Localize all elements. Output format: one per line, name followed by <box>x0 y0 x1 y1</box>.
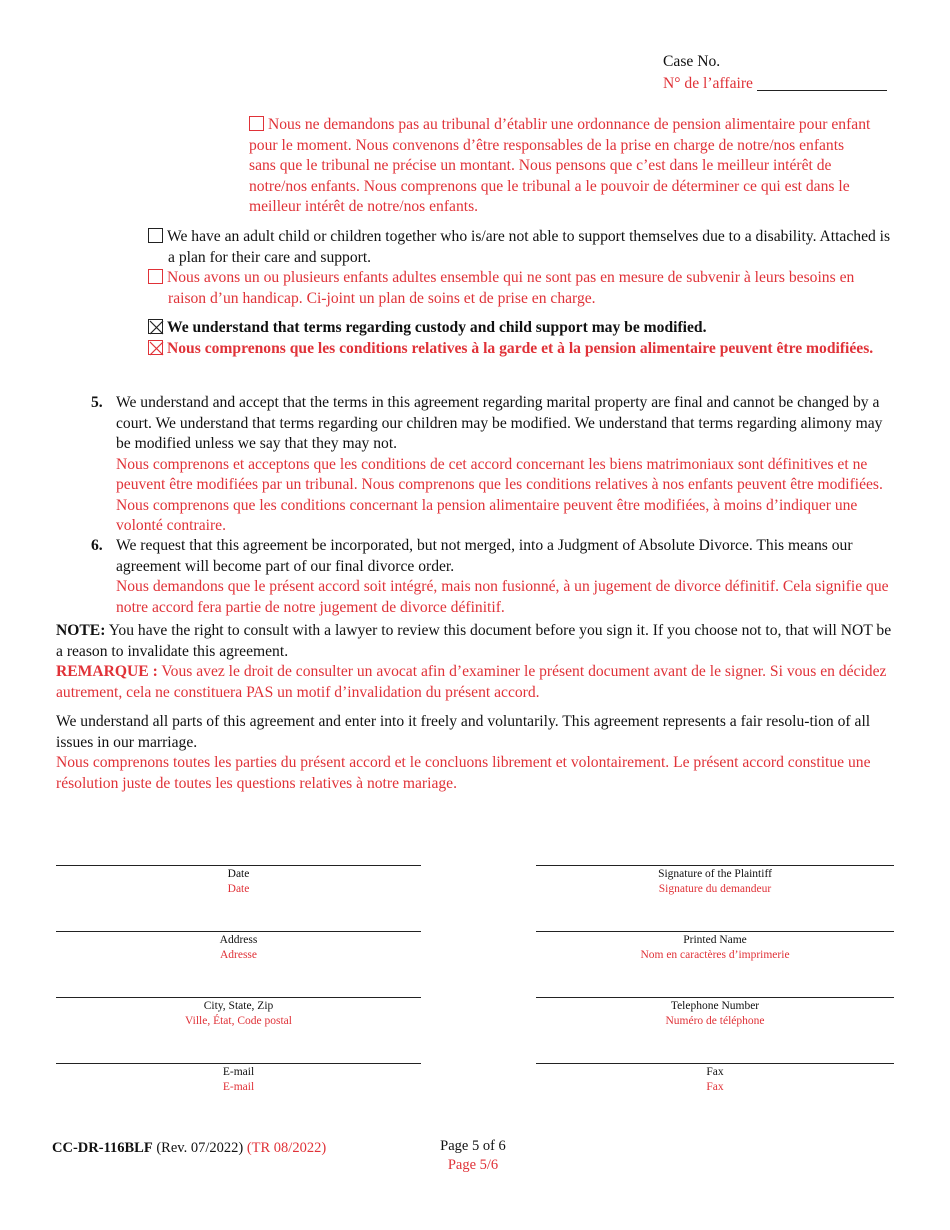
city-state-zip-line[interactable] <box>56 997 421 998</box>
case-number-label: Case No. <box>663 53 721 70</box>
item-6-fr: Nous demandons que le présent accord soit intégré, mais non fusionné, à un jugement de divorce définitif. Cela signifie que notre accord fera partie de notre jugement de divorce définitif. <box>116 578 889 616</box>
understand-all <box>56 712 894 794</box>
email-line[interactable] <box>56 1063 421 1064</box>
understand-all-fr: Nous comprenons toutes les parties du présent accord et le concluons librement et volontairement. Le présent accord constitue une résolution juste de toutes les questions relatives à notre mariage. <box>56 754 871 792</box>
plaintiff-signature-line[interactable] <box>536 865 894 866</box>
city-state-zip-label-fr: Ville, État, Code postal <box>185 1015 292 1027</box>
note-label: NOTE: <box>56 622 106 639</box>
form-id-code: CC-DR-116BLF <box>52 1140 153 1156</box>
note-en-text: You have the right to consult with a lawyer to review this document before you sign it. If you choose not to, that will NOT be a reason to invalidate this agreement. <box>56 622 892 660</box>
date-label <box>56 867 421 897</box>
telephone-label <box>536 999 894 1029</box>
understand-all-en: We understand all parts of this agreement and enter into it freely and voluntarily. This agreement represents a fair resolu-tion of all issues in our marriage. <box>56 713 871 751</box>
plaintiff-signature-label <box>536 867 894 897</box>
case-number-label-fr <box>663 74 887 95</box>
adult-child-checkbox[interactable] <box>148 228 163 243</box>
item-6-number: 6. <box>91 537 103 554</box>
telephone-label-en: Telephone Number <box>670 1000 760 1012</box>
note-fr-text: Vous avez le droit de consulter un avocat afin d’examiner le présent document avant de le signer. Si vous en décidez autrement, cela ne constituera PAS un motif d’invalidation du présent accord. <box>56 663 887 701</box>
printed-name-label-fr: Nom en caractères d’imprimerie <box>640 949 790 961</box>
item-6 <box>116 536 893 618</box>
option-modify-fr-text: Nous comprenons que les conditions relatives à la garde et à la pension alimentaire peuvent être modifiées. <box>167 339 874 357</box>
modify-checkbox[interactable] <box>148 319 163 334</box>
plaintiff-signature-label-fr: Signature du demandeur <box>658 883 772 895</box>
option-no-support-fr-text: Nous ne demandons pas au tribunal d’établir une ordonnance de pension alimentaire pour enfant pour le moment. Nous convenons d’être responsables de la prise en charge de notre/nos enfants sans que le tribunal ne précise un montant. Nous pensons que c’est dans le meilleur intérêt de notre/nos enfants. Nous comprenons que le tribunal a le pouvoir de déterminer ce qui est dans le meilleur intérêt de notre/nos enfants. <box>249 116 871 215</box>
date-label-en: Date <box>227 868 250 880</box>
city-state-zip-label-en: City, State, Zip <box>203 1000 274 1012</box>
page-number <box>400 1137 546 1174</box>
note <box>56 621 894 703</box>
printed-name-line[interactable] <box>536 931 894 932</box>
note-en <box>56 621 894 662</box>
form-id <box>52 1139 326 1157</box>
email-label <box>56 1065 421 1095</box>
email-label-en: E-mail <box>222 1066 255 1078</box>
form-translation-date: (TR 08/2022) <box>243 1140 327 1156</box>
plaintiff-signature-label-en: Signature of the Plaintiff <box>658 868 772 880</box>
check-x-icon <box>149 320 164 335</box>
fax-label <box>536 1065 894 1095</box>
note-label-fr: REMARQUE : <box>56 663 158 680</box>
option-modify-en-text: We understand that terms regarding custody and child support may be modified. <box>167 319 707 336</box>
telephone-line[interactable] <box>536 997 894 998</box>
option-modify <box>148 318 893 359</box>
option-modify-fr <box>148 339 893 360</box>
note-fr <box>56 662 894 703</box>
address-label-en: Address <box>219 934 258 946</box>
option-adult-child-fr <box>148 268 893 309</box>
item-5-number: 5. <box>91 394 103 411</box>
item-5 <box>116 393 893 537</box>
option-adult-child-en-text: We have an adult child or children together who is/are not able to support themselves due to a disability. Attached is a plan for their care and support. <box>167 228 891 266</box>
case-number-field[interactable] <box>757 76 887 91</box>
item-6-en: We request that this agreement be incorporated, but not merged, into a Judgment of Absolute Divorce. This means our agreement will become part of our final divorce order. <box>116 537 853 575</box>
check-x-icon <box>149 341 164 356</box>
item-5-fr: Nous comprenons et acceptons que les conditions de cet accord concernant les biens matrimoniaux sont définitives et ne peuvent être modifiées par un tribunal. Nous comprenons que les conditions relatives à nos enfants peuvent être modifiées. Nous comprenons que les conditions concernant la pension alimentaire peuvent être modifiées, à moins d’indiquer une volonté contraire. <box>116 455 883 534</box>
date-label-fr: Date <box>227 883 250 895</box>
item-5-en: We understand and accept that the terms in this agreement regarding marital property are final and cannot be changed by a court. We understand that terms regarding our children may be modified. We understand that terms regarding alimony may be modified unless we say that they may not. <box>116 394 883 452</box>
printed-name-label <box>536 933 894 963</box>
option-adult-child-fr-text: Nous avons un ou plusieurs enfants adultes ensemble qui ne sont pas en mesure de subvenir à leurs besoins en raison d’un handicap. Ci-joint un plan de soins et de prise en charge. <box>167 269 855 307</box>
form-revision: (Rev. 07/2022) <box>152 1140 244 1156</box>
option-no-support-fr <box>249 115 874 218</box>
telephone-label-fr: Numéro de téléphone <box>665 1015 765 1027</box>
address-label <box>56 933 421 963</box>
date-line[interactable] <box>56 865 421 866</box>
case-number-label-fr-text: N° de l’affaire <box>663 75 753 92</box>
address-label-fr: Adresse <box>219 949 258 961</box>
printed-name-label-en: Printed Name <box>683 934 747 946</box>
page-number-en: Page 5 of 6 <box>440 1138 506 1154</box>
page-number-fr: Page 5/6 <box>447 1156 499 1173</box>
option-modify-en <box>148 318 893 339</box>
email-label-fr: E-mail <box>222 1081 255 1093</box>
fax-line[interactable] <box>536 1063 894 1064</box>
option-adult-child <box>148 227 893 309</box>
adult-child-checkbox-fr[interactable] <box>148 269 163 284</box>
fax-label-fr: Fax <box>706 1081 724 1093</box>
city-state-zip-label <box>56 999 421 1029</box>
fax-label-en: Fax <box>706 1066 724 1078</box>
no-support-checkbox-fr[interactable] <box>249 116 264 131</box>
address-line[interactable] <box>56 931 421 932</box>
modify-checkbox-fr[interactable] <box>148 340 163 355</box>
option-adult-child-en <box>148 227 893 268</box>
